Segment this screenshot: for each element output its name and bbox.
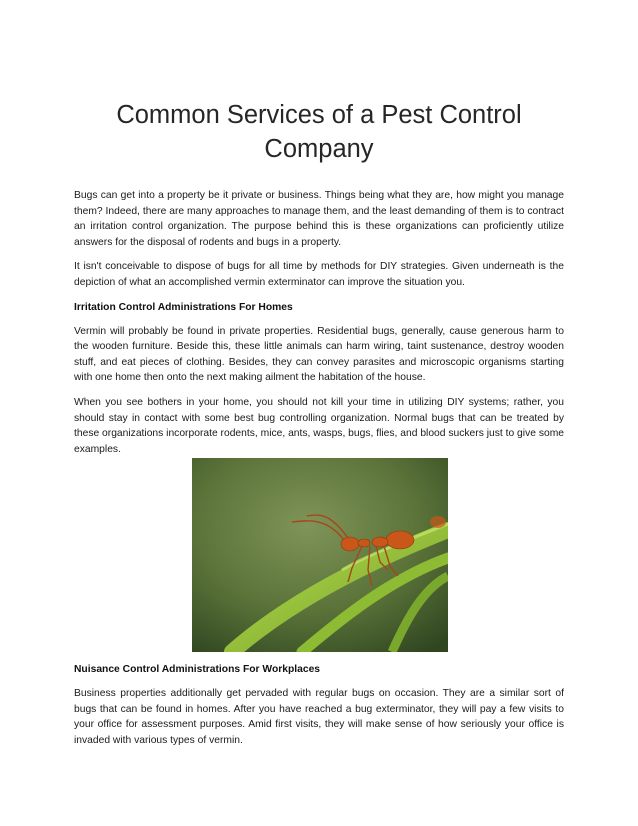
- intro-paragraph-2: It isn't conceivable to dispose of bugs for all time by methods for DIY strategies. Given underneath is the depiction of what an accomplished vermin exterminator can improve the situation you.: [74, 261, 564, 288]
- intro-paragraph-1: Bugs can get into a property be it private or business. Things being what they are, how might you manage them? Indeed, there are many approaches to manage them, and the least demanding of them is to contract an irritation control organization. The purpose behind this is these organizations can proficiently utilize answers for the disposal of rodents and bugs in a property.: [74, 190, 564, 248]
- section-heading-homes: Irritation Control Administrations For Homes: [74, 301, 293, 313]
- ant-photo: [192, 458, 448, 652]
- page-title: Common Services of a Pest Control Company: [116, 101, 522, 163]
- section-heading-workplaces: Nuisance Control Administrations For Workplaces: [74, 664, 321, 675]
- ant-on-stem-image: [192, 458, 448, 652]
- homes-paragraph-1: Vermin will probably be found in private properties. Residential bugs, generally, cause generous harm to the wooden furniture. Beside this, these little animals can harm wiring, taint sustenance, destroy wooden stuff, and eat pieces of clothing. Besides, they can convey parasites and microscopic organisms starting with one home then onto the next making ailment the habitation of the house.: [74, 325, 564, 384]
- homes-paragraph-2: When you see bothers in your home, you should not kill your time in utilizing DIY systems; rather, you should stay in contact with some best bug controlling organization. Normal bugs that can be treated by these organizations incorporate rodents, mice, ants, wasps, bugs, flies, and blood suckers just to give some examples.: [74, 396, 564, 455]
- document-body: [74, 188, 564, 466]
- workplaces-section: [74, 662, 564, 757]
- workplaces-paragraph-1: Business properties additionally get pervaded with regular bugs on occasion. They are a similar sort of bugs that can be found in homes. After you have reached a bug exterminator, they will pay a few visits to your office for assessment purposes. Amid first visits, they will make sense of how seriously your office is invaded with various types of vermin.: [74, 688, 564, 746]
